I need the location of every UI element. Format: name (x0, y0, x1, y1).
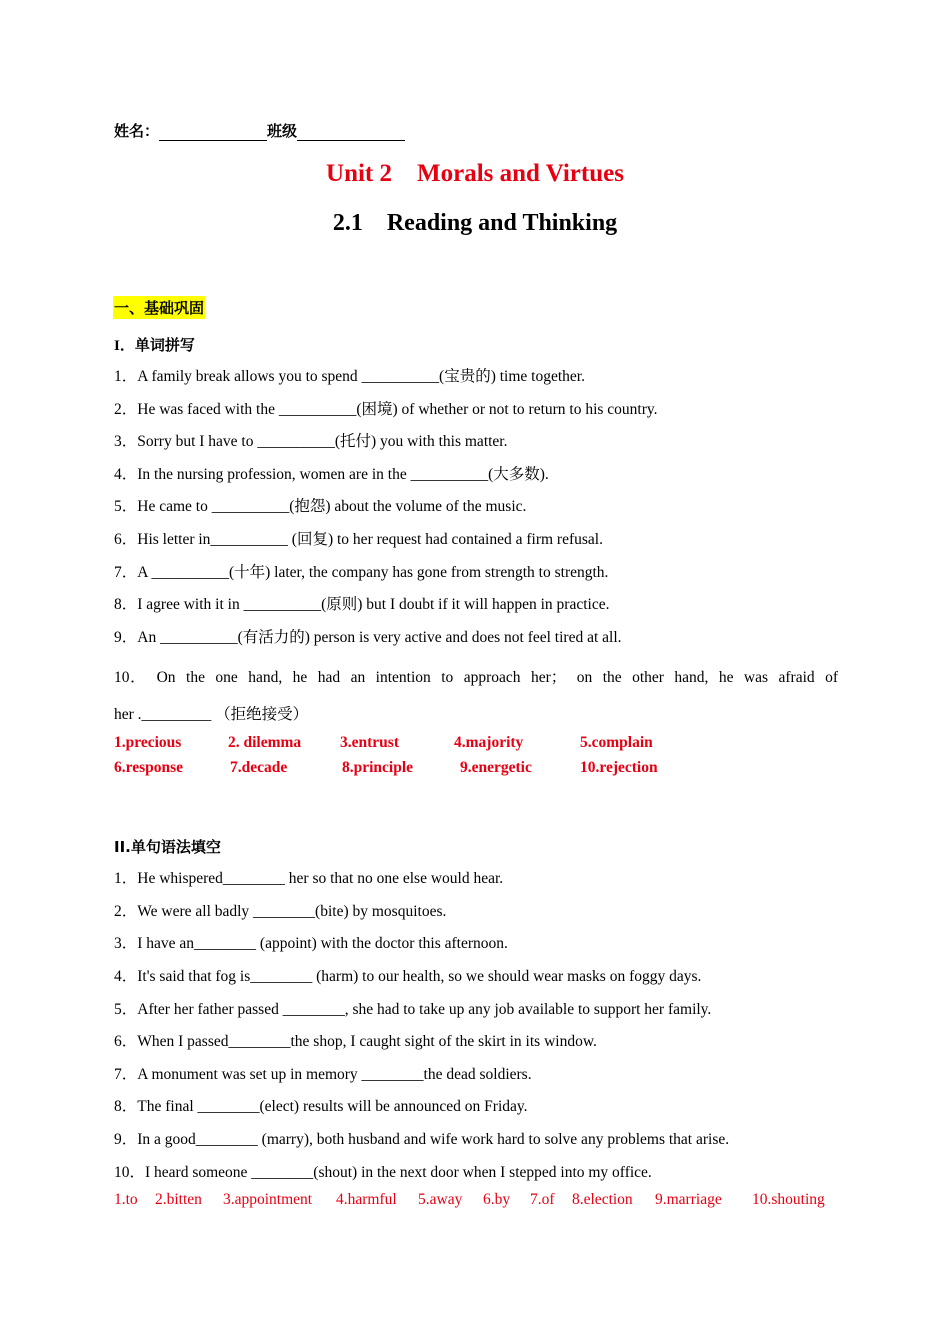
unit-title (0, 160, 950, 188)
part1-roman: I (114, 338, 120, 354)
part2-question-4: 4．It's said that fog is________ (harm) to our health, so we should wear masks on foggy days. (114, 968, 702, 985)
part1-answer-8: 8.principle (342, 759, 414, 776)
part1-question-10-line2: her ._________ （拒绝接受） (114, 706, 309, 723)
part1-answer-2: 2. dilemma (228, 734, 302, 751)
name-class-line (114, 120, 405, 141)
unit-title-text: Unit 2 Morals and Virtues (326, 160, 624, 187)
part2-heading: II.单句语法填空 (114, 838, 221, 856)
part2-question-9: 9．In a good________ (marry), both husband and wife work hard to solve any problems that arise. (114, 1131, 730, 1148)
part1-answer-3: 3.entrust (340, 734, 399, 751)
class-label: 班级 (267, 122, 298, 140)
part1-heading-text: ．单词拼写 (119, 336, 195, 354)
part1-question-3: 3．Sorry but I have to __________(托付) you with this matter. (114, 433, 508, 450)
part2-question-10: 10．I heard someone ________(shout) in the next door when I stepped into my office. (114, 1164, 652, 1181)
name-label: 姓名： (114, 122, 160, 140)
part1-answer-7: 7.decade (230, 759, 288, 776)
name-blank[interactable] (159, 126, 267, 141)
section-one-heading: 一、基础巩固 (113, 296, 205, 319)
section-title (0, 210, 950, 237)
part1-answer-10: 10.rejection (580, 759, 658, 776)
part1-question-1: 1．A family break allows you to spend __________(宝贵的) time together. (114, 368, 585, 385)
part2-answer-10: 10.shouting (752, 1191, 825, 1208)
part2-answer-8: 8.election (572, 1191, 633, 1208)
part1-answer-4: 4.majority (454, 734, 524, 751)
part2-question-8: 8．The final ________(elect) results will be announced on Friday. (114, 1098, 528, 1115)
part1-question-4: 4．In the nursing profession, women are in the __________(大多数). (114, 466, 549, 483)
part1-question-7: 7．A __________(十年) later, the company has gone from strength to strength. (114, 564, 609, 581)
part1-answer-5: 5.complain (580, 734, 653, 751)
part2-answer-1: 1.to (114, 1191, 138, 1208)
part1-answer-1: 1.precious (114, 734, 182, 751)
part2-question-7: 7．A monument was set up in memory ________the dead soldiers. (114, 1066, 532, 1083)
part1-heading (114, 334, 195, 355)
part1-answer-6: 6.response (114, 759, 184, 776)
part1-question-10-line1: 10． On the one hand, he had an intention to approach her； on the other hand, he was afraid of (114, 669, 838, 686)
part2-question-5: 5．After her father passed ________, she had to take up any job available to support her family. (114, 1001, 712, 1018)
section-title-text: 2.1 Reading and Thinking (332, 210, 618, 236)
part2-answer-6: 6.by (483, 1191, 511, 1208)
part2-question-3: 3．I have an________ (appoint) with the doctor this afternoon. (114, 935, 508, 952)
part1-question-9: 9．An __________(有活力的) person is very active and does not feel tired at all. (114, 629, 622, 646)
part2-answer-5: 5.away (418, 1191, 463, 1208)
part1-question-2: 2．He was faced with the __________(困境) of whether or not to return to his country. (114, 401, 658, 418)
part2-question-6: 6．When I passed________the shop, I caught sight of the skirt in its window. (114, 1033, 597, 1050)
part2-answer-3: 3.appointment (223, 1191, 313, 1208)
part1-question-5: 5．He came to __________(抱怨) about the volume of the music. (114, 498, 527, 515)
part2-answer-7: 7.of (530, 1191, 555, 1208)
part2-question-1: 1．He whispered________ her so that no one else would hear. (114, 870, 504, 887)
class-blank[interactable] (297, 126, 405, 141)
part1-question-8: 8．I agree with it in __________(原则) but I doubt if it will happen in practice. (114, 596, 610, 613)
part1-answer-9: 9.energetic (460, 759, 532, 776)
part2-answer-2: 2.bitten (155, 1191, 202, 1208)
part1-question-6: 6．His letter in__________ (回复) to her request had contained a firm refusal. (114, 531, 603, 548)
part2-question-2: 2．We were all badly ________(bite) by mosquitoes. (114, 903, 447, 920)
part2-answer-4: 4.harmful (336, 1191, 397, 1208)
part2-answer-9: 9.marriage (655, 1191, 722, 1208)
